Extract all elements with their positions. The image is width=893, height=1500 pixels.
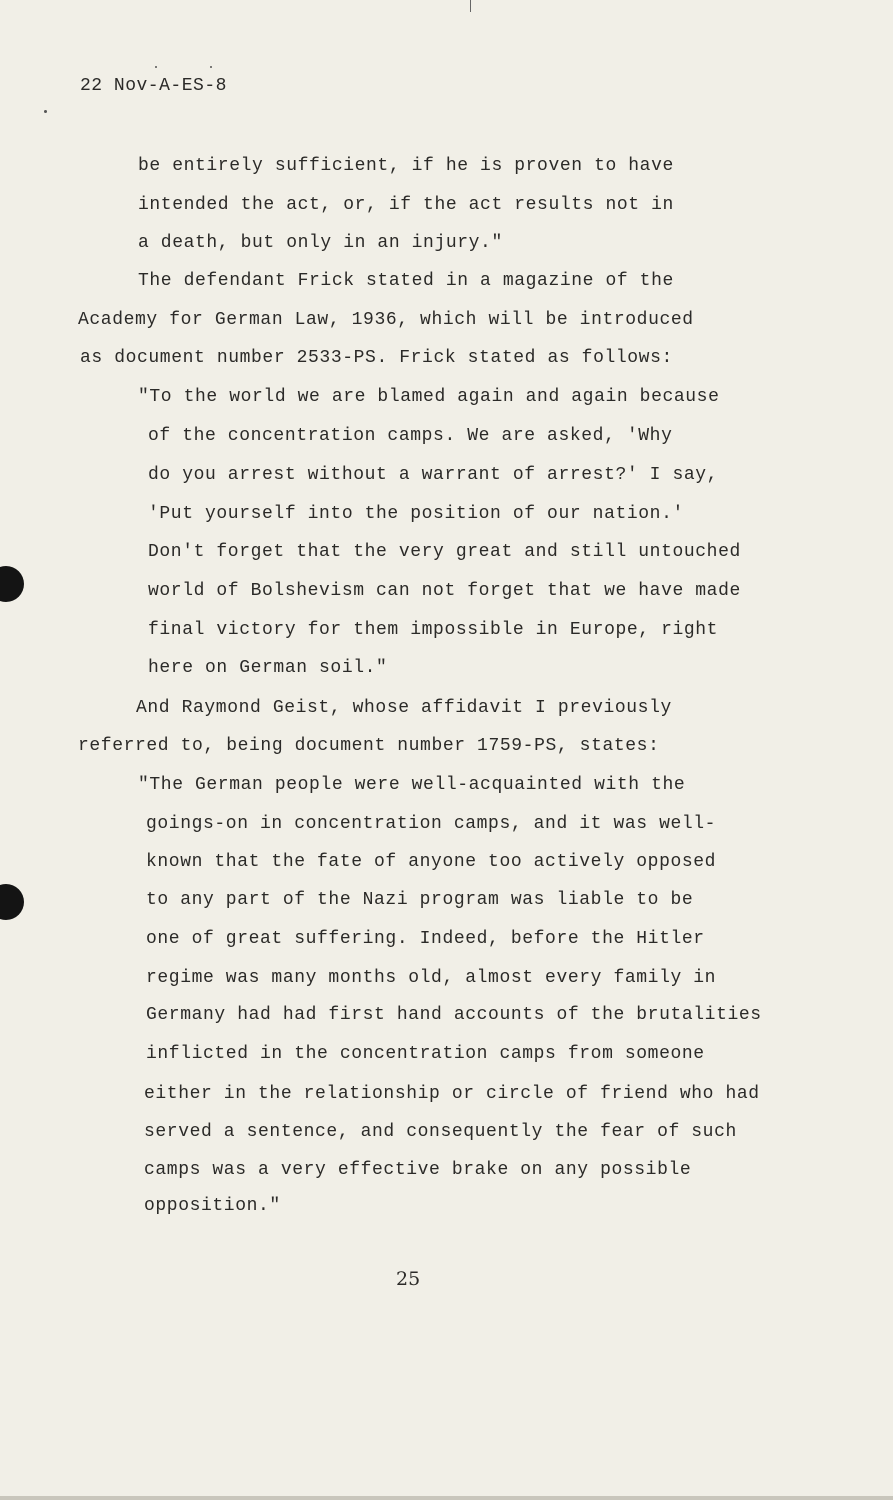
punch-hole-upper bbox=[0, 566, 24, 602]
quote-line: Germany had had first hand accounts of the brutalities bbox=[146, 1005, 762, 1025]
page-number: 25 bbox=[396, 1268, 421, 1290]
text-line: a death, but only in an injury." bbox=[138, 233, 503, 253]
page-edge bbox=[0, 1496, 893, 1500]
quote-line: either in the relationship or circle of friend who had bbox=[144, 1084, 760, 1104]
quote-line: of the concentration camps. We are asked, 'Why bbox=[148, 426, 673, 446]
text-line: And Raymond Geist, whose affidavit I previously bbox=[136, 698, 672, 718]
quote-line: world of Bolshevism can not forget that we have made bbox=[148, 581, 741, 601]
ink-speck bbox=[44, 110, 47, 113]
quote-line: served a sentence, and consequently the fear of such bbox=[144, 1122, 737, 1142]
quote-line: goings-on in concentration camps, and it was well- bbox=[146, 814, 717, 834]
quote-line: regime was many months old, almost every family in bbox=[146, 968, 717, 988]
text-line: be entirely sufficient, if he is proven to have bbox=[138, 156, 674, 176]
quote-line: here on German soil." bbox=[148, 658, 388, 678]
text-line: as document number 2533-PS. Frick stated as follows: bbox=[80, 348, 673, 368]
quote-line: inflicted in the concentration camps from someone bbox=[146, 1044, 705, 1064]
quote-line: opposition." bbox=[144, 1196, 281, 1216]
quote-line: 'Put yourself into the position of our nation.' bbox=[148, 504, 684, 524]
ink-speck bbox=[210, 66, 212, 68]
quote-line: camps was a very effective brake on any possible bbox=[144, 1160, 692, 1180]
text-line: intended the act, or, if the act results not in bbox=[138, 195, 674, 215]
text-line: referred to, being document number 1759-PS, states: bbox=[78, 736, 660, 756]
quote-line: one of great suffering. Indeed, before the Hitler bbox=[146, 929, 705, 949]
quote-line: known that the fate of anyone too actively opposed bbox=[146, 852, 717, 872]
text-line: Academy for German Law, 1936, which will be introduced bbox=[78, 310, 694, 330]
punch-hole-lower bbox=[0, 884, 24, 920]
quote-line: final victory for them impossible in Europe, right bbox=[148, 620, 719, 640]
quote-line: Don't forget that the very great and still untouched bbox=[148, 542, 741, 562]
document-reference: 22 Nov-A-ES-8 bbox=[80, 76, 227, 96]
paper-mark bbox=[470, 0, 471, 12]
text-line: The defendant Frick stated in a magazine of the bbox=[138, 271, 674, 291]
quote-line: do you arrest without a warrant of arrest?' I say, bbox=[148, 465, 719, 485]
ink-speck bbox=[155, 66, 157, 68]
quote-line: "To the world we are blamed again and again because bbox=[138, 387, 720, 407]
quote-line: to any part of the Nazi program was liable to be bbox=[146, 890, 694, 910]
quote-line: "The German people were well-acquainted with the bbox=[138, 775, 686, 795]
